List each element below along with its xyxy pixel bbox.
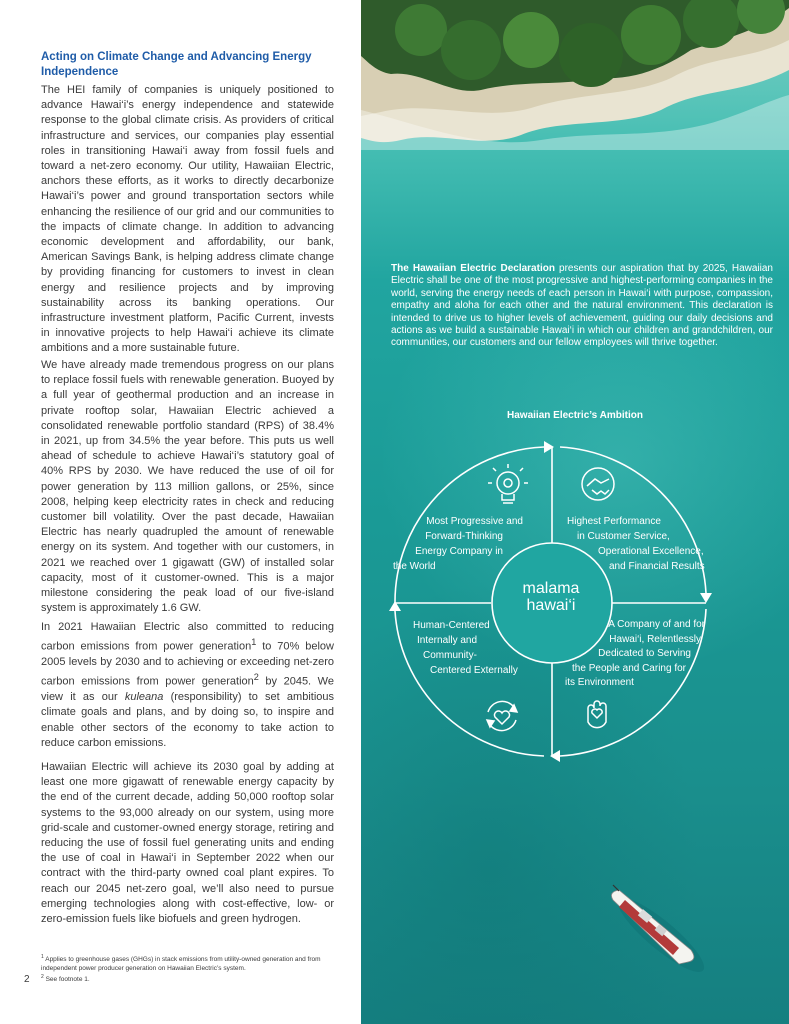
- segment-human-line-3: Community-: [423, 650, 477, 661]
- kuleana-term: kuleana: [124, 691, 164, 704]
- center-label-line-2: hawai‘i: [526, 597, 576, 614]
- segment-progressive-line-3: Energy Company in: [415, 546, 503, 557]
- footnote-ref-2: 2: [253, 672, 259, 683]
- segment-progressive-line-1: Most Progressive and: [426, 516, 523, 527]
- text-column: [0, 0, 360, 1024]
- center-label-line-1: malama: [522, 580, 580, 597]
- segment-progressive-line-4: the World: [393, 561, 436, 572]
- declaration-body: presents our aspiration that by 2025, Hawaiian Electric shall be one of the most progressive and highest-performing companies in the world, serving the energy needs of each person in Hawai‘i with purpose, compassion, empathy and aloha for each other and the natural environment. This declaration is intended to drive us to higher levels of achievement, guiding our daily decisions and actions as we build a sustainable Hawai‘i in which our children and grandchildren, our communities, our customers and our fellow employees will thrive together.: [391, 263, 773, 349]
- ambition-title: Hawaiian Electric’s Ambition: [507, 410, 643, 421]
- paragraph-progress: We have already made tremendous progress on our plans to replace fossil fuels with renewable generation. Buoyed by a full year of geothermal production and an increase in private rooftop solar, Hawaiian Electric achieved a consolidated renewable portfolio standard (RPS) of 38.4% in 2021, up from 34.5% the year before. This puts us well ahead of schedule to achieve Hawai‘i’s statutory goal of 40% RPS by 2030. We have reduced the use of oil for power generation by 113 million gallons, or 25%, since 2008, helping keep electricity rates in check and reducing customer bill volatility. Over the past decade, Hawaiian Electric has nearly quadrupled the amount of renewable energy on its system. And together with our customers, in 2021 we reached over 1 gigawatt (GW) of installed solar capacity, most of it customer-owned. This is a major milestone considering the peak load of our five-island system is approximately 1.6 GW.: [41, 359, 334, 615]
- segment-human-line-1: Human-Centered: [413, 620, 490, 631]
- footnote-2: $^2$ See footnote 1.: [41, 974, 90, 984]
- segment-performance-line-2: in Customer Service,: [577, 531, 670, 542]
- segment-progressive-line-2: Forward-Thinking: [425, 531, 503, 542]
- segment-performance-line-3: Operational Excellence,: [598, 546, 704, 557]
- segment-performance-line-1: Highest Performance: [567, 516, 661, 527]
- page-number: 2: [24, 974, 30, 985]
- segment-performance-line-4: and Financial Results: [609, 561, 705, 572]
- segment-company-line-1: A Company of and for: [608, 619, 705, 630]
- segment-human-line-4: Centered Externally: [430, 665, 518, 676]
- segment-company-line-5: its Environment: [565, 677, 634, 688]
- paragraph-commitment: [41, 620, 334, 751]
- p3-text-a: In 2021 Hawaiian Electric also committed to reducing carbon emissions from power generation: [41, 621, 334, 653]
- paragraph-2030-goal: Hawaiian Electric will achieve its 2030 goal by adding at least one more gigawatt of renewable energy capacity by the end of the current decade, adding 50,000 rooftop solar systems to the 93,000 already on our system, using more grid-scale and customer-owned energy storage, retiring and reducing the use of fossil fuel generating units and ending the use of coal in Hawai‘i in September 2022 when our contract with the third-party owned coal plant expires. To reach our 2045 net-zero goal, we’ll also need to pursue emerging technologies along with cost-effective, low- or zero-emission fuels like biofuels and green hydrogen.: [41, 761, 334, 926]
- segment-human-line-2: Internally and: [417, 635, 478, 646]
- p3-text-b: to 70% below 2005 levels by 2030 and to achieving or exceeding net-zero carbon emissions from power generation: [41, 640, 334, 688]
- footnote-ref-1: 1: [251, 637, 257, 648]
- declaration-title: The Hawaiian Electric Declaration: [391, 263, 555, 274]
- ocean-panel: [361, 0, 789, 1024]
- segment-company-line-4: the People and Caring for: [572, 662, 686, 674]
- segment-company-line-2: Hawai‘i, Relentlessly: [609, 633, 701, 645]
- segment-company-line-3: Dedicated to Serving: [598, 648, 691, 659]
- paragraph-intro: The HEI family of companies is uniquely positioned to advance Hawai‘i’s energy independence and statewide response to the global climate crisis. As providers of critical infrastructure and services, our companies play essential roles in transitioning Hawai‘i away from fossil fuels and toward a net-zero economy. Our utility, Hawaiian Electric, anchors these efforts, as it works to directly decarbonize Hawai‘i’s power and ground transportation sectors while enhancing the resilience of our grid and our communities to the impacts of climate change. In addition to advancing economic development and affordability, our bank, American Savings Bank, is helping address climate change by providing financing for customers to invest in clean energy and resilience projects and by improving sustainability across its banking operations. Our infrastructure investment platform, Pacific Current, invests in innovative projects to help Hawai‘i achieve its climate ambitions and a more sustainable future.: [41, 84, 334, 355]
- boat-image: [361, 0, 789, 1024]
- section-heading: Acting on Climate Change and Advancing Energy Independence: [41, 51, 312, 78]
- p3-text-d: (responsibility) to set ambitious climate goals and plans, and by doing so, to inspire and enable other sectors of the economy to take action to reduce carbon emissions.: [41, 691, 335, 749]
- p3-text-c: by 2045. We view it as our: [41, 675, 334, 704]
- footnotes: [41, 953, 336, 984]
- footnote-1: $^1$ Applies to greenhouse gases (GHGs) in stack emissions from utility-owned generation and from independent power producer generation on Hawaiian Electric’s system.: [41, 954, 321, 973]
